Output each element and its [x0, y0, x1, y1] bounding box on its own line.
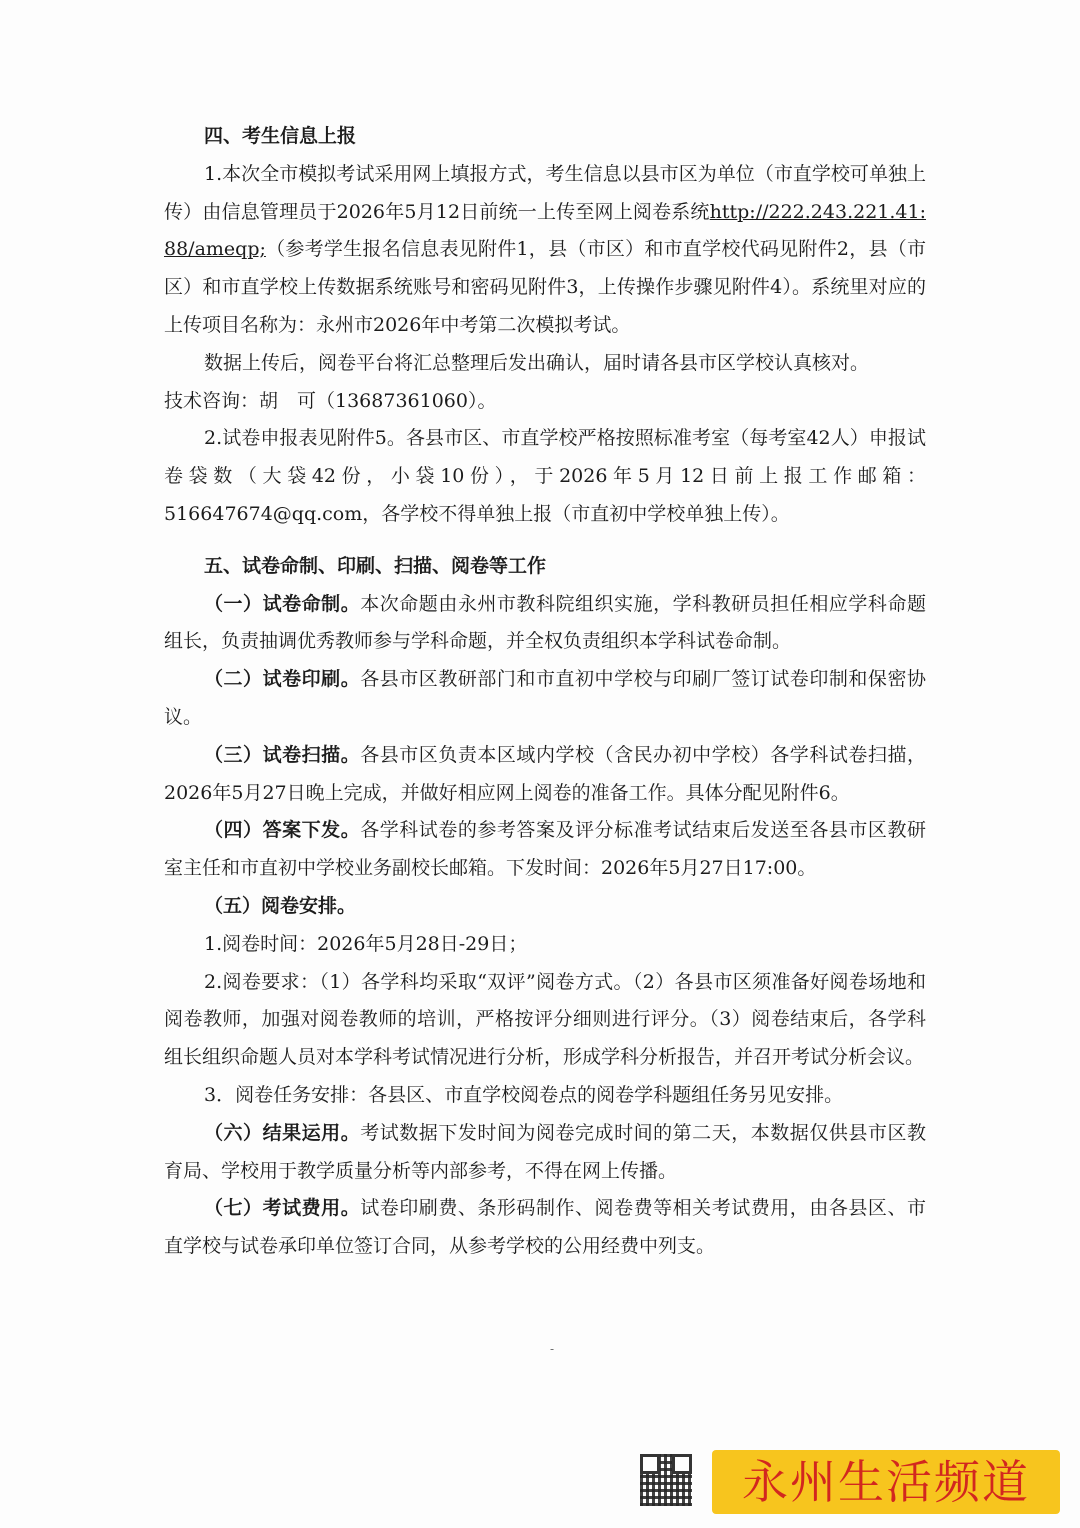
item-text: 各县市区教研部门和市直初中学校与印刷厂签订试卷印制和保密协议。 — [164, 668, 926, 728]
grading-tasks: 3．阅卷任务安排：各县区、市直学校阅卷点的阅卷学科题组任务另见安排。 — [204, 1083, 844, 1106]
item-label: （二）试卷印刷。 — [204, 668, 361, 691]
section-heading-5: 五、试卷命制、印刷、扫描、阅卷等工作 — [204, 554, 547, 577]
section-heading-4: 四、考生信息上报 — [204, 125, 357, 147]
item-text: 考试数据下发时间为阅卷完成时间的第二天，本数据仅供县市区教育局、学校用于教学质量分析等内部参考，不得在网上传播。 — [164, 1121, 926, 1182]
item-label: （三）试卷扫描。 — [204, 743, 361, 766]
item-label: （一）试卷命制。 — [204, 592, 361, 615]
item-result-usage — [164, 1115, 926, 1191]
item-paper-creation — [164, 586, 926, 662]
paragraph-text: 1.本次全市模拟考试采用网上填报方式，考生信息以县市区为单位（市直学校可单独上传）由信息管理员于2026年5月12日前统一上传至网上阅卷系统 — [164, 162, 926, 223]
item-label: （四）答案下发。 — [204, 819, 361, 842]
paragraph-paper-application: 2.试卷申报表见附件5。各县市区、市直学校严格按照标准考室（每考室42人）申报试卷袋数（大袋42份，小袋10份），于2026年5月12日前上报工作邮箱：516647674@qq.com，各学校不得单独上报（市直初中学校单独上传）。 — [164, 427, 926, 525]
item-paper-scanning — [164, 737, 926, 813]
paragraph-confirm: 数据上传后，阅卷平台将汇总整理后发出确认，届时请各县市区学校认真核对。 — [204, 351, 870, 374]
watermark-badge: 永州生活频道 — [712, 1450, 1060, 1514]
page-mark: - — [550, 1342, 555, 1356]
item-text: 各学科试卷的参考答案及评分标准考试结束后发送至各县市区教研室主任和市直初中学校业务副校长邮箱。下发时间：2026年5月27日17:00。 — [164, 819, 926, 880]
item-text: 试卷印刷费、条形码制作、阅卷费等相关考试费用，由各县区、市直学校与试卷承印单位签订合同，从参考学校的公用经费中列支。 — [164, 1197, 926, 1258]
grading-requirements: 2.阅卷要求：（1）各学科均采取“双评”阅卷方式。（2）各县市区须准备好阅卷场地和阅卷教师，加强对阅卷教师的培训，严格按评分细则进行评分。（3）阅卷结束后，各学科组长组织命题人员对本学科考试情况进行分析，形成学科分析报告，并召开考试分析会议。 — [164, 970, 926, 1069]
item-text: 本次命题由永州市教科院组织实施，学科教研员担任相应学科命题组长，负责抽调优秀教师参与学科命题，并全权负责组织本学科试卷命制。 — [164, 592, 926, 653]
upload-system-link[interactable]: http://222.243.221.41:88/ameqp; — [164, 200, 926, 261]
item-label: （六）结果运用。 — [204, 1121, 361, 1144]
paragraph-text: （参考学生报名信息表见附件1，县（市区）和市直学校代码见附件2，县（市区）和市直学校上传数据系统账号和密码见附件3，上传操作步骤见附件4）。系统里对应的上传项目名称为：永州市2026年中考第二次模拟考试。 — [164, 238, 926, 336]
item-answer-distribution — [164, 812, 926, 888]
item-paper-printing — [164, 661, 926, 737]
item-label: （五）阅卷安排。 — [204, 894, 357, 917]
paragraph-upload-info — [164, 156, 926, 345]
item-grading-arrangement — [164, 888, 926, 926]
qr-code-icon — [640, 1454, 692, 1506]
item-exam-fees — [164, 1190, 926, 1266]
grading-time: 1.阅卷时间：2026年5月28日-29日； — [204, 932, 528, 955]
item-label: （七）考试费用。 — [204, 1197, 361, 1220]
document-body — [164, 118, 926, 1266]
item-text: 各县市区负责本区域内学校（含民办初中学校）各学科试卷扫描，2026年5月27日晚上完成，并做好相应网上阅卷的准备工作。具体分配见附件6。 — [164, 743, 926, 804]
paragraph-tech-contact: 技术咨询：胡 可（13687361060）。 — [164, 389, 497, 412]
